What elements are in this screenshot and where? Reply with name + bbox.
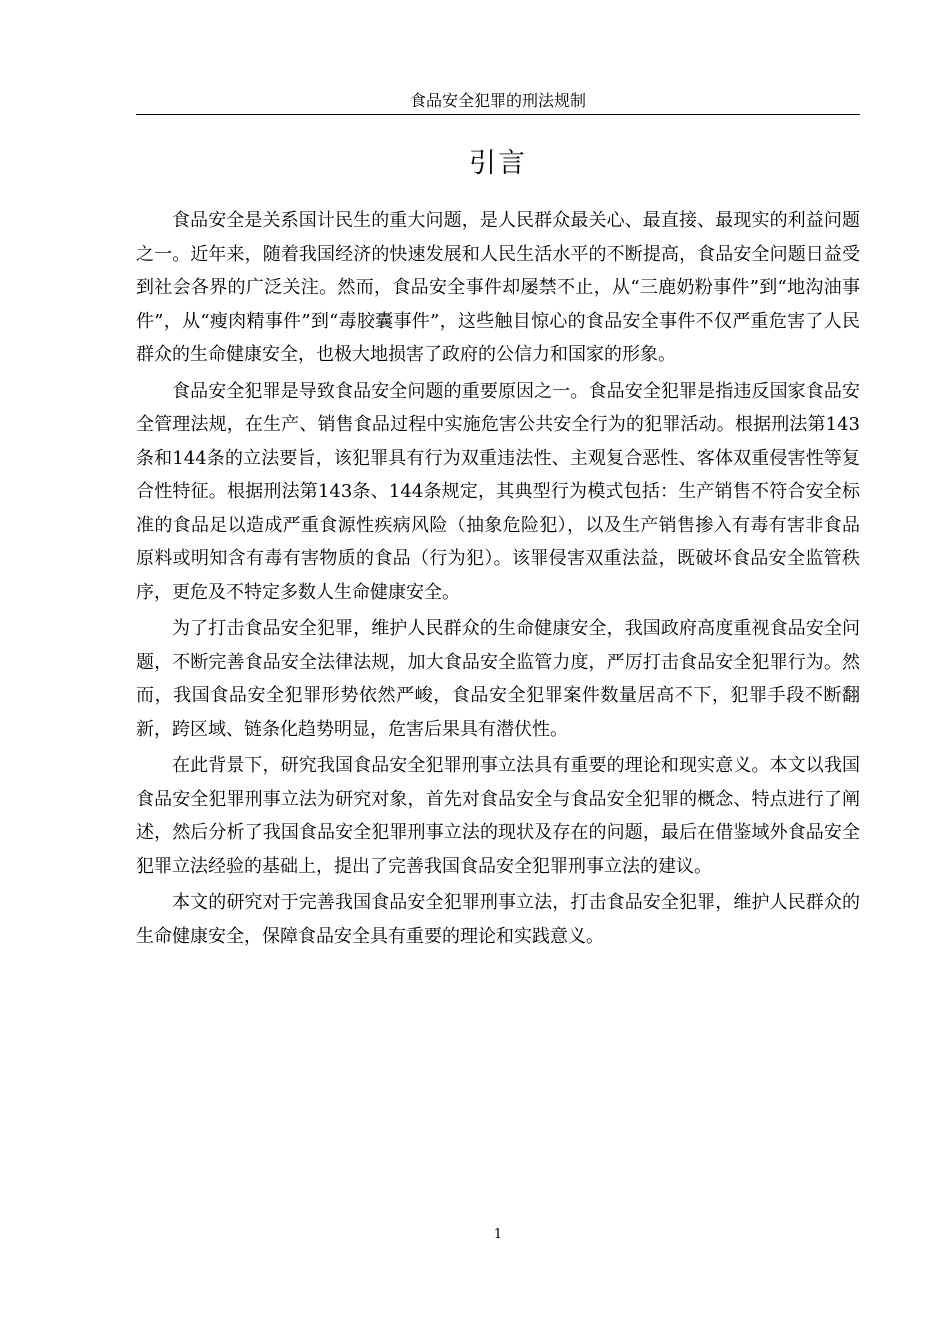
page-header [136,88,860,115]
document-body [136,204,860,956]
header-title: 食品安全犯罪的刑法规制 [409,91,586,110]
paragraph: 食品安全犯罪是导致食品安全问题的重要原因之一。食品安全犯罪是指违反国家食品安全管理法规，在生产、销售食品过程中实施危害公共安全行为的犯罪活动。根据刑法第143条和144条的立法要旨，该犯罪具有行为双重违法性、主观复合恶性、客体双重侵害性等复合性特征。根据刑法第143条、144条规定，其典型行为模式包括：生产销售不符合安全标准的食品足以造成严重食源性疾病风险（抽象危险犯），以及生产销售掺入有毒有害非食品原料或明知含有毒有害物质的食品（行为犯）。该罪侵害双重法益，既破坏食品安全监管秩序，更危及不特定多数人生命健康安全。 [136,380,860,603]
page-title: 引言 [469,148,527,179]
paragraph: 在此背景下，研究我国食品安全犯罪刑事立法具有重要的理论和现实意义。本文以我国食品安全犯罪刑事立法为研究对象，首先对食品安全与食品安全犯罪的概念、特点进行了阐述，然后分析了我国食品安全犯罪刑事立法的现状及存在的问题，最后在借鉴域外食品安全犯罪立法经验的基础上，提出了完善我国食品安全犯罪刑事立法的建议。 [136,755,860,877]
paragraph: 为了打击食品安全犯罪，维护人民群众的生命健康安全，我国政府高度重视食品安全问题，不断完善食品安全法律法规，加大食品安全监管力度，严厉打击食品安全犯罪行为。然而，我国食品安全犯罪形势依然严峻，食品安全犯罪案件数量居高不下，犯罪手段不断翻新，跨区域、链条化趋势明显，危害后果具有潜伏性。 [136,618,860,740]
paragraph: 食品安全是关系国计民生的重大问题，是人民群众最关心、最直接、最现实的利益问题之一。近年来，随着我国经济的快速发展和人民生活水平的不断提高，食品安全问题日益受到社会各界的广泛关注。然而，食品安全事件却屡禁不止，从“三鹿奶粉事件”到“地沟油事件”，从“瘦肉精事件”到“毒胶囊事件”，这些触目惊心的食品安全事件不仅严重危害了人民群众的生命健康安全，也极大地损害了政府的公信力和国家的形象。 [136,210,860,365]
page-number: 1 [493,1227,503,1242]
paragraph: 本文的研究对于完善我国食品安全犯罪刑事立法，打击食品安全犯罪，维护人民群众的生命健康安全，保障食品安全具有重要的理论和实践意义。 [136,892,860,947]
